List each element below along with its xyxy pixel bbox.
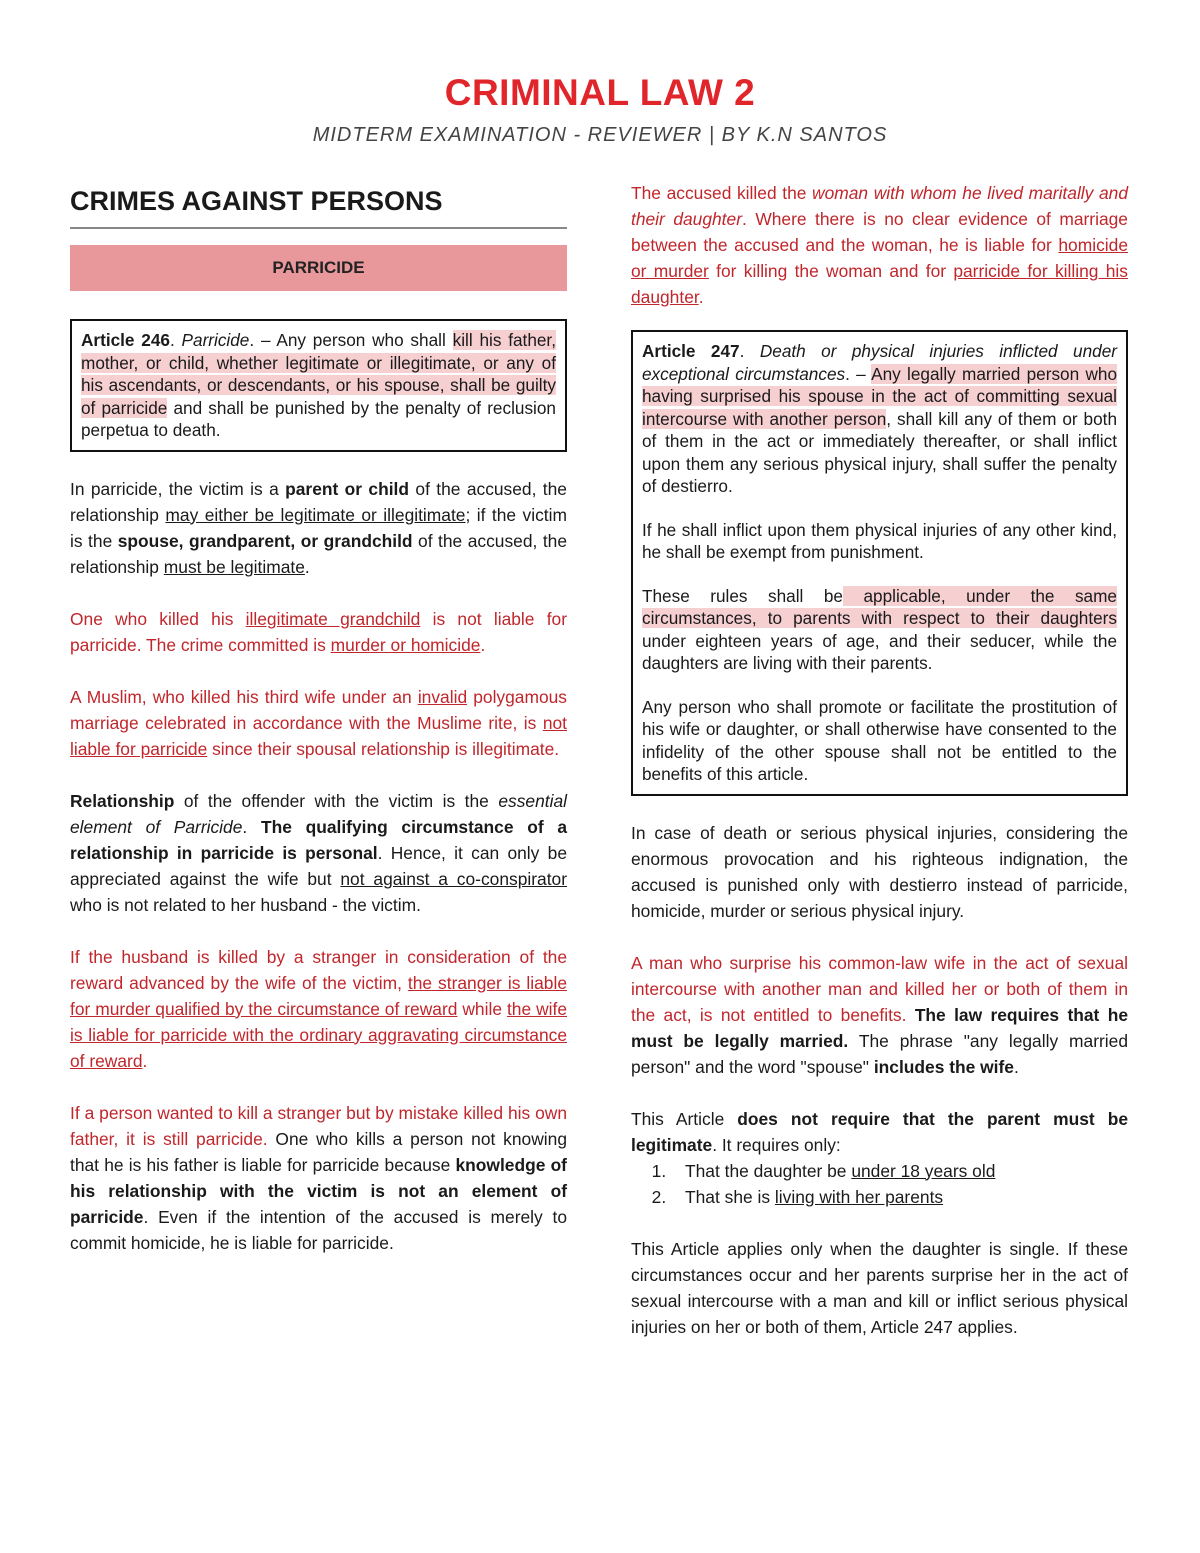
parricide-band: PARRICIDE <box>70 245 567 291</box>
article-247-box <box>631 330 1128 796</box>
article-246-highlight: kill his father, mother, or child, whether legitimate or illegitimate, or any of his ascendants, or descendants, or his spouse, shall be guilty of parricide <box>81 330 556 418</box>
section-divider <box>70 227 567 229</box>
paragraph-single-daughter: This Article applies only when the daughter is single. If these circumstances occur and her parents surprise her in the act of sexual intercourse with a man and kill or inflict serious physical injuries on her or both of them, Article 247 applies. <box>631 1238 1128 1337</box>
section-title: CRIMES AGAINST PERSONS <box>70 186 443 216</box>
paragraph-essential-element: Relationship of the offender with the victim is the essential element of Parricide. The qualifying circumstance of a relationship in parricide is personal. Hence, it can only be appreciated against the wife but not against a co-conspirator who is not related to her husband - the victim. <box>70 790 568 915</box>
right-column <box>631 180 1128 1366</box>
document-subtitle: MIDTERM EXAMINATION - REVIEWER | BY K.N SANTOS <box>312 124 888 146</box>
document-title: CRIMINAL LAW 2 <box>444 72 756 113</box>
article-246-box <box>70 319 567 452</box>
requirements-list <box>631 1158 1128 1210</box>
paragraph-woman-daughter: The accused killed the woman with whom he lived maritally and their daughter. Where there is no clear evidence of marriage between the accused and the woman, he is liable for homicide or murder for killing the woman and for parricide for killing his daughter. <box>631 183 1128 307</box>
paragraph-reward: If the husband is killed by a stranger in consideration of the reward advanced by the wife of the victim, the stranger is liable for murder qualified by the circumstance of reward while the wife is liable for parricide with the ordinary aggravating circumstance of reward. <box>70 946 567 1071</box>
article-247-paragraph-4: Any person who shall promote or facilitate the prostitution of his wife or daughter, or shall otherwise have consented to the infidelity of the other spouse shall not be entitled to the benefits of this article. <box>642 696 1117 784</box>
paragraph-illegitimate-grandchild: One who killed his illegitimate grandchild is not liable for parricide. The crime committed is murder or homicide. <box>70 608 568 655</box>
article-247-paragraph-2: If he shall inflict upon them physical injuries of any other kind, he shall be exempt from punishment. <box>642 519 1117 562</box>
list-item: 1. That the daughter be under 18 years old <box>671 1158 1128 1184</box>
paragraph-common-law-wife: A man who surprise his common-law wife in the act of sexual intercourse with another man and killed her or both of them in the act, is not entitled to benefits. The law requires that he must be legally married. The phrase "any legally married person" and the word "spouse" includes the wife. <box>631 952 1129 1077</box>
left-column <box>70 180 567 1282</box>
list-item: 2. That she is living with her parents <box>671 1184 1128 1210</box>
article-246-text: Article 246. Parricide. – Any person who shall kill his father, mother, or child, whether legitimate or illegitimate, or any of his ascendants, or descendants, or his spouse, shall be guilty of parricide and shall be punished by the penalty of reclusion perpetua to death. <box>81 330 556 440</box>
paragraph-destierro: In case of death or serious physical injuries, considering the enormous provocation and his righteous indignation, the accused is punished only with destierro instead of parricide, homicide, murder or serious physical injury. <box>631 822 1128 921</box>
paragraph-mistake: If a person wanted to kill a stranger but by mistake killed his own father, it is still parricide. One who kills a person not knowing that he is his father is liable for parricide because knowledge of his relationship with the victim is not an element of parricide. Even if the intention of the accused is merely to commit homicide, he is liable for parricide. <box>70 1102 567 1253</box>
paragraph-muslim-marriage: A Muslim, who killed his third wife under an invalid polygamous marriage celebrated in accordance with the Muslime rite, is not liable for parricide since their spousal relationship is illegitimate. <box>70 686 567 759</box>
paragraph-relationship-types: In parricide, the victim is a parent or child of the accused, the relationship may either be legitimate or illegitimate; if the victim is the spouse, grandparent, or grandchild of the accused, the relationship must be legitimate. <box>70 478 568 577</box>
paragraph-parent-legitimacy: This Article does not require that the parent must be legitimate. It requires only: <box>631 1108 1128 1155</box>
article-247-paragraph-3: These rules shall be applicable, under the same circumstances, to parents with respect to their daughters under eighteen years of age, and their seducer, while the daughters are living with their parents. <box>642 585 1117 673</box>
article-247-highlight: Any legally married person who having surprised his spouse in the act of committing sexual intercourse with another person <box>642 363 1118 429</box>
article-247-text: Article 247. Death or physical injuries inflicted under exceptional circumstances. – Any legally married person who having surprised his spouse in the act of committing sexual intercourse with another person, shall kill any of them or both of them in the act or immediately thereafter, or shall inflict upon them any serious physical injury, shall suffer the penalty of destierro. <box>642 341 1118 496</box>
